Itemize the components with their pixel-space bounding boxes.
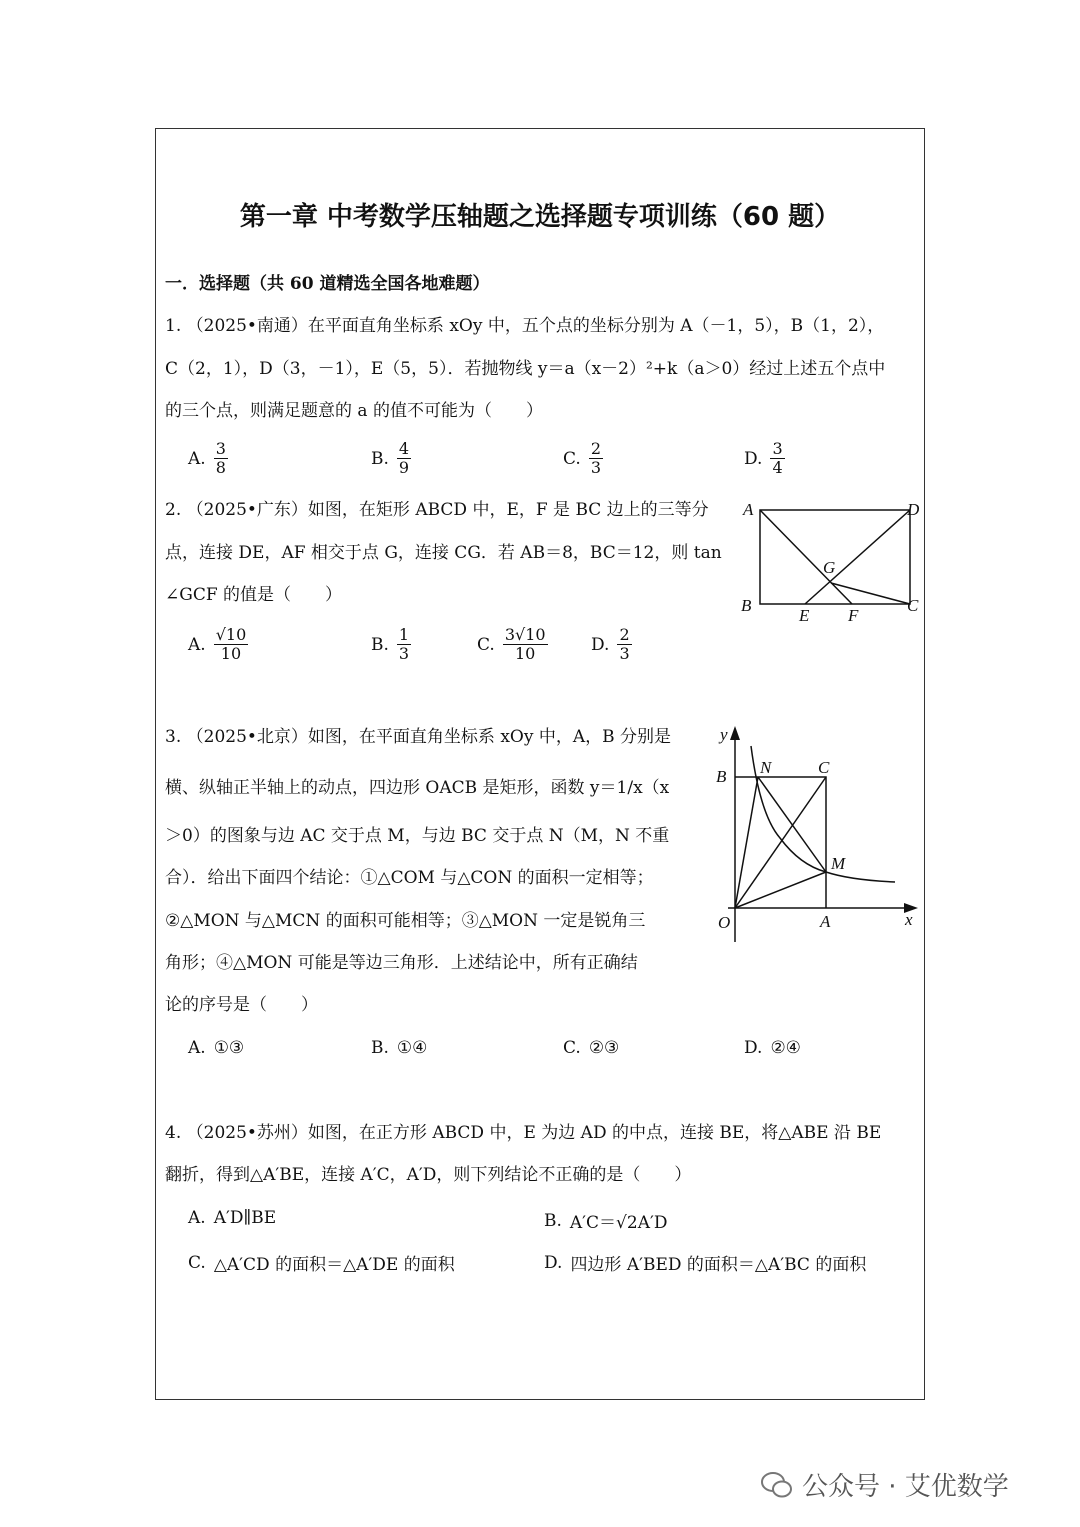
q2-option-b: B. $\frac{1}{3}$ <box>371 625 410 663</box>
q2-line: 2. （2025•广东）如图，在矩形 ABCD 中，E，F 是 BC 边上的三等分 <box>165 500 709 520</box>
q2-line: 点，连接 DE，AF 相交于点 G，连接 CG．若 AB＝8，BC＝12，则 tan <box>165 543 722 563</box>
svg-text:D: D <box>907 500 920 519</box>
q3-line: 合）．给出下面四个结论：①△COM 与△CON 的面积一定相等； <box>165 868 654 888</box>
q3-line: ②△MON 与△MCN 的面积可能相等；③△MON 一定是锐角三 <box>165 911 646 931</box>
q2-option-c: C. $\frac{3√10}{10}$ <box>477 625 546 663</box>
q4-option-b: B. A′C＝√2A′D <box>544 1210 668 1233</box>
q1-option-b: B. $\frac{4}{9}$ <box>371 439 410 477</box>
q4-line: 翻折，得到△A′BE，连接 A′C，A′D，则下列结论不正确的是（ ） <box>165 1165 692 1185</box>
svg-text:N: N <box>760 758 772 777</box>
svg-text:F: F <box>848 606 859 625</box>
q3-option-d: D. ②④ <box>744 1038 801 1058</box>
svg-text:B: B <box>741 596 752 615</box>
q4-option-d: D. 四边形 A′BED 的面积＝△A′BC 的面积 <box>544 1252 867 1275</box>
svg-text:E: E <box>799 606 810 625</box>
section-heading: 一．选择题（共 60 道精选全国各地难题） <box>165 274 490 294</box>
q3-line: 论的序号是（ ） <box>165 995 318 1015</box>
svg-text:x: x <box>905 910 913 929</box>
svg-text:C: C <box>907 596 919 615</box>
q1-line: C（2，1），D（3，－1），E（5，5）．若抛物线 y＝a（x－2）²+k（a＞0）经过上述五个点中 <box>165 359 886 379</box>
q4-option-c: C. △A′CD 的面积＝△A′DE 的面积 <box>188 1252 455 1275</box>
svg-text:A: A <box>743 500 754 519</box>
q3-line: 角形；④△MON 可能是等边三角形．上述结论中，所有正确结 <box>165 953 638 973</box>
svg-text:A: A <box>820 912 831 931</box>
wechat-icon <box>760 1470 794 1500</box>
svg-text:O: O <box>718 913 731 932</box>
q1-line: 1. （2025•南通）在平面直角坐标系 xOy 中，五个点的坐标分别为 A（－1，5），B（1，2）， <box>165 316 885 336</box>
q1-option-d: D. $\frac{3}{4}$ <box>744 439 783 477</box>
q3-line: 3. （2025•北京）如图，在平面直角坐标系 xOy 中，A，B 分别是 <box>165 727 672 747</box>
q4-option-a: A. A′D∥BE <box>188 1208 277 1228</box>
svg-text:G: G <box>823 558 836 577</box>
q1-line: 的三个点，则满足题意的 a 的值不可能为（ ） <box>165 401 543 421</box>
q3-option-c: C. ②③ <box>563 1038 620 1058</box>
watermark-text: 公众号 · 艾优数学 <box>802 1472 1009 1502</box>
svg-text:C: C <box>818 758 830 777</box>
q3-coordinate-figure <box>700 720 930 950</box>
q2-option-d: D. $\frac{2}{3}$ <box>591 625 630 663</box>
chapter-title: 第一章 中考数学压轴题之选择题专项训练（60 题） <box>239 202 841 232</box>
q4-line: 4. （2025•苏州）如图，在正方形 ABCD 中，E 为边 AD 的中点，连接 BE，将△ABE 沿 BE <box>165 1123 882 1143</box>
svg-text:y: y <box>720 725 728 744</box>
q3-line: ＞0）的图象与边 AC 交于点 M，与边 BC 交于点 N（M，N 不重 <box>165 826 670 846</box>
q2-line: ∠GCF 的值是（ ） <box>165 585 343 605</box>
watermark <box>760 1466 1009 1503</box>
q1-option-a: A. $\frac{3}{8}$ <box>188 439 226 477</box>
q3-line: 横、纵轴正半轴上的动点，四边形 OACB 是矩形，函数 y＝1/x（x <box>165 778 670 798</box>
svg-text:M: M <box>831 854 846 873</box>
q2-rectangle-figure <box>735 495 925 625</box>
q3-option-a: A. ①③ <box>188 1038 245 1058</box>
q2-option-a: A. $\frac{√10}{10}$ <box>188 625 247 663</box>
q3-option-b: B. ①④ <box>371 1038 428 1058</box>
q1-option-c: C. $\frac{2}{3}$ <box>563 439 601 477</box>
svg-text:B: B <box>716 767 727 786</box>
